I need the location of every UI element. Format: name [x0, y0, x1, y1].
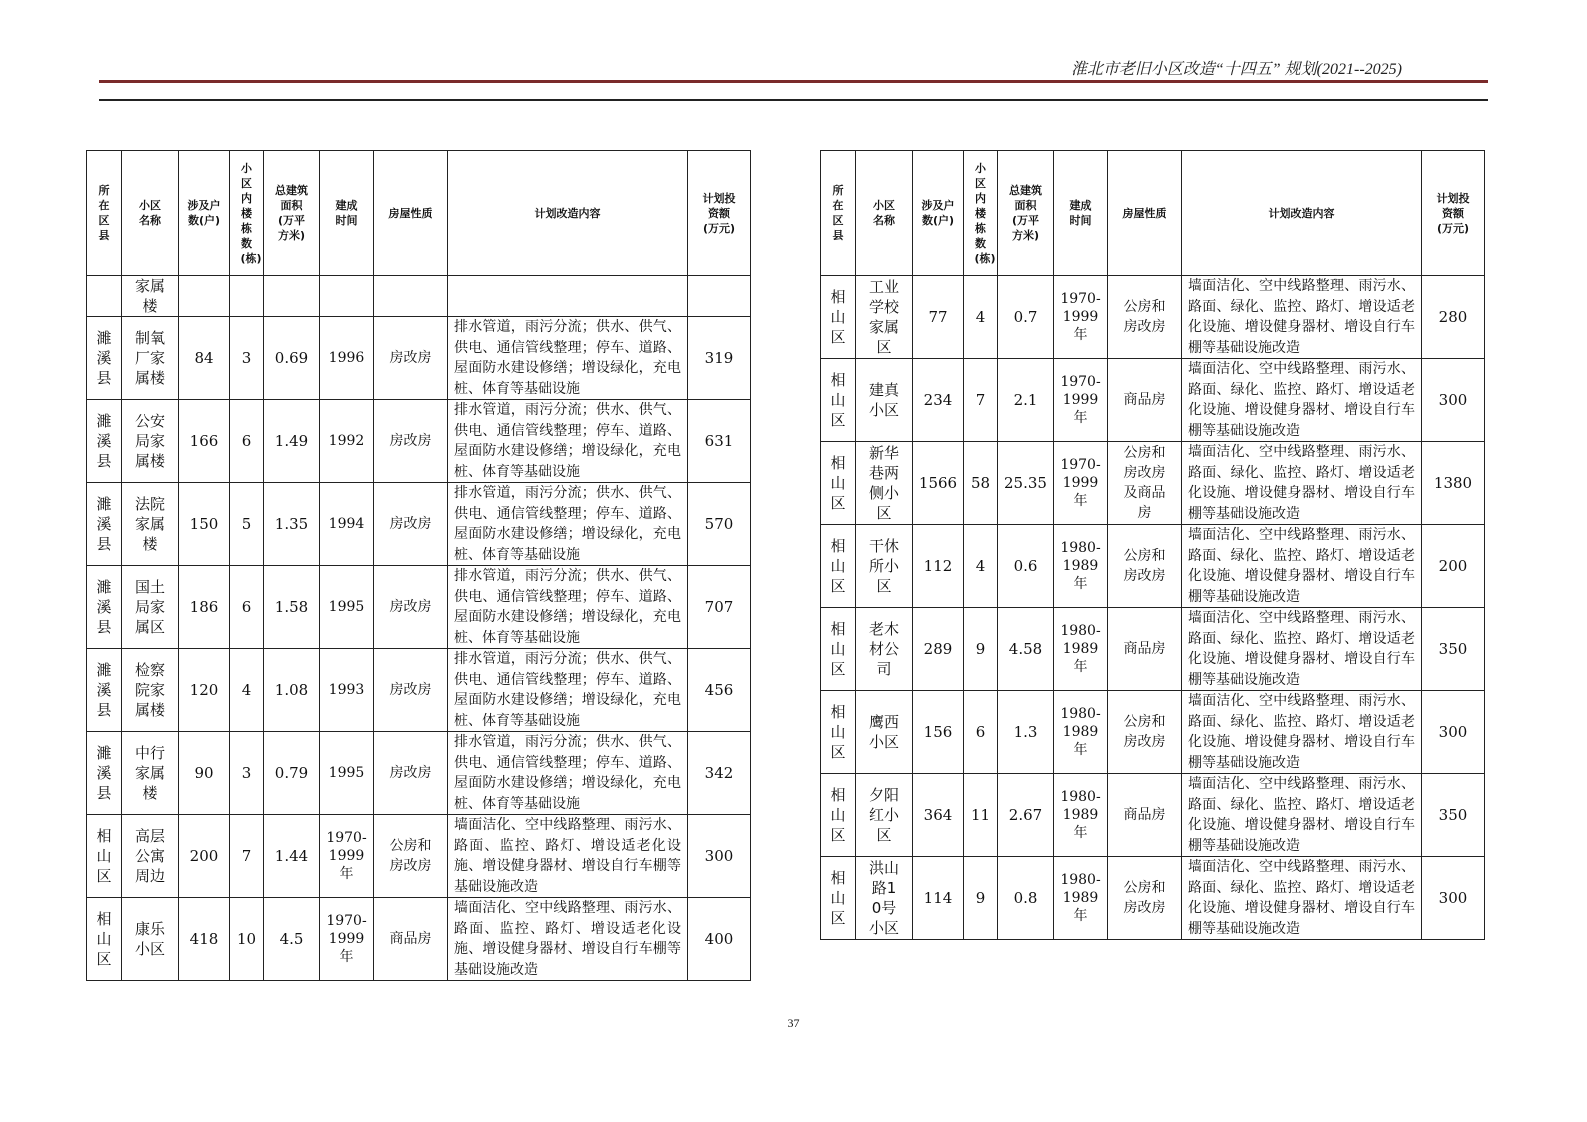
- right-plan-table: [820, 150, 1485, 940]
- cell-type: 房改房: [374, 732, 448, 815]
- col-header-area: 总建筑面积(万平方米): [998, 151, 1054, 276]
- cell-county: 濉溪县: [87, 732, 122, 815]
- cell-area: 0.69: [264, 317, 320, 400]
- cell-year: 1980-1989年: [1054, 525, 1108, 608]
- cell-name: 建真小区: [856, 359, 913, 442]
- cell-investment: 300: [1422, 691, 1485, 774]
- cell-name: 高层公寓周边: [122, 815, 179, 898]
- cell-county: 濉溪县: [87, 483, 122, 566]
- cell-year: 1980-1989年: [1054, 608, 1108, 691]
- cell-investment: 200: [1422, 525, 1485, 608]
- cell-area: 1.35: [264, 483, 320, 566]
- cell-name: 家属楼: [122, 276, 179, 317]
- cell-county: 濉溪县: [87, 317, 122, 400]
- cell-year: 1996: [320, 317, 374, 400]
- cell-year: 1970-1999年: [1054, 359, 1108, 442]
- cell-year: 1970-1999年: [320, 815, 374, 898]
- cell-type: 商品房: [1108, 774, 1182, 857]
- col-header-area: 总建筑面积(万平方米): [264, 151, 320, 276]
- cell-investment: 350: [1422, 774, 1485, 857]
- col-header-buildings: 小区内楼栋数(栋): [230, 151, 264, 276]
- cell-investment: 400: [688, 898, 751, 981]
- cell-year: 1992: [320, 400, 374, 483]
- cell-type: 公房和房改房: [1108, 276, 1182, 359]
- table-row: [87, 649, 751, 732]
- cell-investment: 300: [688, 815, 751, 898]
- cell-buildings: 7: [230, 815, 264, 898]
- cell-area: [264, 276, 320, 317]
- cell-type: 公房和房改房及商品房: [1108, 442, 1182, 525]
- table-row: [821, 857, 1485, 940]
- cell-name: 老木材公司: [856, 608, 913, 691]
- table-row-continuation: [87, 276, 751, 317]
- cell-households: 120: [179, 649, 230, 732]
- cell-type: 房改房: [374, 400, 448, 483]
- cell-county: 濉溪县: [87, 400, 122, 483]
- cell-name: 法院家属楼: [122, 483, 179, 566]
- cell-name: 工业学校家属区: [856, 276, 913, 359]
- cell-households: [179, 276, 230, 317]
- cell-name: 检察院家属楼: [122, 649, 179, 732]
- cell-households: 234: [913, 359, 964, 442]
- cell-year: 1994: [320, 483, 374, 566]
- cell-investment: 300: [1422, 359, 1485, 442]
- cell-name: 洪山路10号小区: [856, 857, 913, 940]
- left-plan-table: [86, 150, 751, 981]
- col-header-households: 涉及户数(户): [179, 151, 230, 276]
- col-header-name: 小区名称: [856, 151, 913, 276]
- col-header-type: 房屋性质: [1108, 151, 1182, 276]
- cell-type: 商品房: [374, 898, 448, 981]
- cell-content: 墙面洁化、空中线路整理、雨污水、路面、绿化、监控、路灯、增设适老化设施、增设健身器材、增设自行车棚等基础设施改造: [1182, 774, 1422, 857]
- cell-investment: 1380: [1422, 442, 1485, 525]
- cell-households: 156: [913, 691, 964, 774]
- cell-area: 0.8: [998, 857, 1054, 940]
- cell-type: 房改房: [374, 483, 448, 566]
- cell-county: 相山区: [821, 857, 856, 940]
- cell-households: 1566: [913, 442, 964, 525]
- cell-name: 新华巷两侧小区: [856, 442, 913, 525]
- table-row: [87, 566, 751, 649]
- cell-investment: 350: [1422, 608, 1485, 691]
- table-row: [821, 276, 1485, 359]
- cell-county: [87, 276, 122, 317]
- cell-area: 25.35: [998, 442, 1054, 525]
- cell-type: 公房和房改房: [1108, 857, 1182, 940]
- cell-households: 166: [179, 400, 230, 483]
- cell-area: 4.5: [264, 898, 320, 981]
- cell-county: 濉溪县: [87, 649, 122, 732]
- col-header-name: 小区名称: [122, 151, 179, 276]
- cell-county: 相山区: [87, 898, 122, 981]
- cell-name: 国土局家属区: [122, 566, 179, 649]
- cell-area: 0.6: [998, 525, 1054, 608]
- cell-content: 墙面洁化、空中线路整理、雨污水、路面、监控、路灯、增设适老化设施、增设健身器材、增设自行车棚等基础设施改造: [448, 898, 688, 981]
- cell-content: 排水管道，雨污分流；供水、供气、供电、通信管线整理；停车、道路、屋面防水建设修缮；增设绿化，充电桩、体育等基础设施: [448, 566, 688, 649]
- cell-area: 2.67: [998, 774, 1054, 857]
- cell-buildings: 6: [230, 400, 264, 483]
- cell-area: 1.08: [264, 649, 320, 732]
- cell-households: 418: [179, 898, 230, 981]
- cell-content: 排水管道，雨污分流；供水、供气、供电、通信管线整理；停车、道路、屋面防水建设修缮；增设绿化，充电桩、体育等基础设施: [448, 649, 688, 732]
- cell-buildings: 6: [230, 566, 264, 649]
- header-rule-black: [99, 99, 1488, 101]
- cell-year: 1970-1999年: [320, 898, 374, 981]
- cell-county: 相山区: [821, 276, 856, 359]
- cell-investment: 280: [1422, 276, 1485, 359]
- cell-county: 相山区: [821, 525, 856, 608]
- cell-buildings: 9: [964, 608, 998, 691]
- table-row: [87, 400, 751, 483]
- cell-households: 150: [179, 483, 230, 566]
- cell-content: 墙面洁化、空中线路整理、雨污水、路面、绿化、监控、路灯、增设适老化设施、增设健身器材、增设自行车棚等基础设施改造: [1182, 691, 1422, 774]
- cell-type: 房改房: [374, 566, 448, 649]
- col-header-content: 计划改造内容: [448, 151, 688, 276]
- col-header-year: 建成时间: [320, 151, 374, 276]
- cell-investment: 570: [688, 483, 751, 566]
- cell-investment: 707: [688, 566, 751, 649]
- col-header-investment: 计划投资额(万元): [1422, 151, 1485, 276]
- table-row: [821, 608, 1485, 691]
- cell-households: 84: [179, 317, 230, 400]
- cell-households: 186: [179, 566, 230, 649]
- cell-content: 墙面洁化、空中线路整理、雨污水、路面、绿化、监控、路灯、增设适老化设施、增设健身器材、增设自行车棚等基础设施改造: [1182, 359, 1422, 442]
- cell-county: 相山区: [87, 815, 122, 898]
- cell-investment: 631: [688, 400, 751, 483]
- cell-area: 0.79: [264, 732, 320, 815]
- col-header-buildings: 小区内楼栋数(栋): [964, 151, 998, 276]
- cell-buildings: 3: [230, 732, 264, 815]
- col-header-content: 计划改造内容: [1182, 151, 1422, 276]
- col-header-households: 涉及户数(户): [913, 151, 964, 276]
- cell-content: 排水管道，雨污分流；供水、供气、供电、通信管线整理；停车、道路、屋面防水建设修缮；增设绿化，充电桩、体育等基础设施: [448, 317, 688, 400]
- cell-buildings: 3: [230, 317, 264, 400]
- cell-buildings: 10: [230, 898, 264, 981]
- col-header-investment: 计划投资额(万元): [688, 151, 751, 276]
- cell-investment: 300: [1422, 857, 1485, 940]
- col-header-county: 所在区县: [821, 151, 856, 276]
- cell-investment: 319: [688, 317, 751, 400]
- cell-area: 0.7: [998, 276, 1054, 359]
- cell-type: 房改房: [374, 649, 448, 732]
- cell-year: 1995: [320, 732, 374, 815]
- page-number: 37: [787, 1016, 800, 1030]
- cell-content: 墙面洁化、空中线路整理、雨污水、路面、绿化、监控、路灯、增设适老化设施、增设健身器材、增设自行车棚等基础设施改造: [1182, 525, 1422, 608]
- table-row: [87, 483, 751, 566]
- cell-year: 1970-1999年: [1054, 276, 1108, 359]
- cell-year: 1970-1999年: [1054, 442, 1108, 525]
- table-row: [821, 442, 1485, 525]
- col-header-year: 建成时间: [1054, 151, 1108, 276]
- cell-year: 1980-1989年: [1054, 857, 1108, 940]
- cell-type: 公房和房改房: [1108, 691, 1182, 774]
- cell-year: 1980-1989年: [1054, 774, 1108, 857]
- cell-name: 夕阳红小区: [856, 774, 913, 857]
- running-header-title: 淮北市老旧小区改造“十四五” 规划(2021--2025): [1070, 61, 1402, 78]
- cell-name: 中行家属楼: [122, 732, 179, 815]
- cell-county: 相山区: [821, 774, 856, 857]
- cell-county: 相山区: [821, 359, 856, 442]
- cell-content: 墙面洁化、空中线路整理、雨污水、路面、绿化、监控、路灯、增设适老化设施、增设健身器材、增设自行车棚等基础设施改造: [1182, 276, 1422, 359]
- cell-area: 1.44: [264, 815, 320, 898]
- cell-name: 制氧厂家属楼: [122, 317, 179, 400]
- cell-county: 相山区: [821, 608, 856, 691]
- table-header-row: [821, 151, 1485, 276]
- cell-area: 1.3: [998, 691, 1054, 774]
- cell-type: 商品房: [1108, 608, 1182, 691]
- cell-households: 364: [913, 774, 964, 857]
- cell-households: 90: [179, 732, 230, 815]
- cell-type: 房改房: [374, 317, 448, 400]
- cell-area: 1.49: [264, 400, 320, 483]
- cell-name: 康乐小区: [122, 898, 179, 981]
- cell-buildings: 5: [230, 483, 264, 566]
- table-row: [87, 815, 751, 898]
- cell-households: 77: [913, 276, 964, 359]
- cell-households: 289: [913, 608, 964, 691]
- cell-area: 2.1: [998, 359, 1054, 442]
- cell-content: 墙面洁化、空中线路整理、雨污水、路面、绿化、监控、路灯、增设适老化设施、增设健身器材、增设自行车棚等基础设施改造: [1182, 442, 1422, 525]
- cell-type: 公房和房改房: [1108, 525, 1182, 608]
- table-row: [821, 359, 1485, 442]
- cell-name: 鹰西小区: [856, 691, 913, 774]
- table-row: [821, 774, 1485, 857]
- cell-buildings: 6: [964, 691, 998, 774]
- cell-content: 排水管道，雨污分流；供水、供气、供电、通信管线整理；停车、道路、屋面防水建设修缮；增设绿化，充电桩、体育等基础设施: [448, 400, 688, 483]
- cell-county: 相山区: [821, 691, 856, 774]
- cell-buildings: 4: [964, 525, 998, 608]
- cell-year: [320, 276, 374, 317]
- cell-buildings: 4: [964, 276, 998, 359]
- table-row: [821, 691, 1485, 774]
- cell-buildings: 11: [964, 774, 998, 857]
- cell-households: 200: [179, 815, 230, 898]
- cell-content: [448, 276, 688, 317]
- cell-investment: [688, 276, 751, 317]
- cell-type: 商品房: [1108, 359, 1182, 442]
- cell-investment: 342: [688, 732, 751, 815]
- cell-area: 4.58: [998, 608, 1054, 691]
- table-row: [87, 898, 751, 981]
- cell-area: 1.58: [264, 566, 320, 649]
- cell-buildings: 4: [230, 649, 264, 732]
- cell-year: 1995: [320, 566, 374, 649]
- cell-name: 公安局家属楼: [122, 400, 179, 483]
- cell-county: 相山区: [821, 442, 856, 525]
- table-row: [821, 525, 1485, 608]
- cell-year: 1993: [320, 649, 374, 732]
- header-rule-red: [99, 80, 1488, 83]
- cell-type: [374, 276, 448, 317]
- col-header-county: 所在区县: [87, 151, 122, 276]
- table-header-row: [87, 151, 751, 276]
- table-row: [87, 317, 751, 400]
- cell-content: 排水管道，雨污分流；供水、供气、供电、通信管线整理；停车、道路、屋面防水建设修缮；增设绿化，充电桩、体育等基础设施: [448, 732, 688, 815]
- cell-buildings: 9: [964, 857, 998, 940]
- cell-investment: 456: [688, 649, 751, 732]
- cell-buildings: 7: [964, 359, 998, 442]
- cell-buildings: 58: [964, 442, 998, 525]
- table-row: [87, 732, 751, 815]
- cell-type: 公房和房改房: [374, 815, 448, 898]
- cell-content: 排水管道，雨污分流；供水、供气、供电、通信管线整理；停车、道路、屋面防水建设修缮；增设绿化，充电桩、体育等基础设施: [448, 483, 688, 566]
- cell-name: 干休所小区: [856, 525, 913, 608]
- cell-households: 114: [913, 857, 964, 940]
- cell-year: 1980-1989年: [1054, 691, 1108, 774]
- cell-households: 112: [913, 525, 964, 608]
- cell-content: 墙面洁化、空中线路整理、雨污水、路面、绿化、监控、路灯、增设适老化设施、增设健身器材、增设自行车棚等基础设施改造: [1182, 608, 1422, 691]
- cell-buildings: [230, 276, 264, 317]
- cell-content: 墙面洁化、空中线路整理、雨污水、路面、监控、路灯、增设适老化设施、增设健身器材、增设自行车棚等基础设施改造: [448, 815, 688, 898]
- col-header-type: 房屋性质: [374, 151, 448, 276]
- cell-county: 濉溪县: [87, 566, 122, 649]
- cell-content: 墙面洁化、空中线路整理、雨污水、路面、绿化、监控、路灯、增设适老化设施、增设健身器材、增设自行车棚等基础设施改造: [1182, 857, 1422, 940]
